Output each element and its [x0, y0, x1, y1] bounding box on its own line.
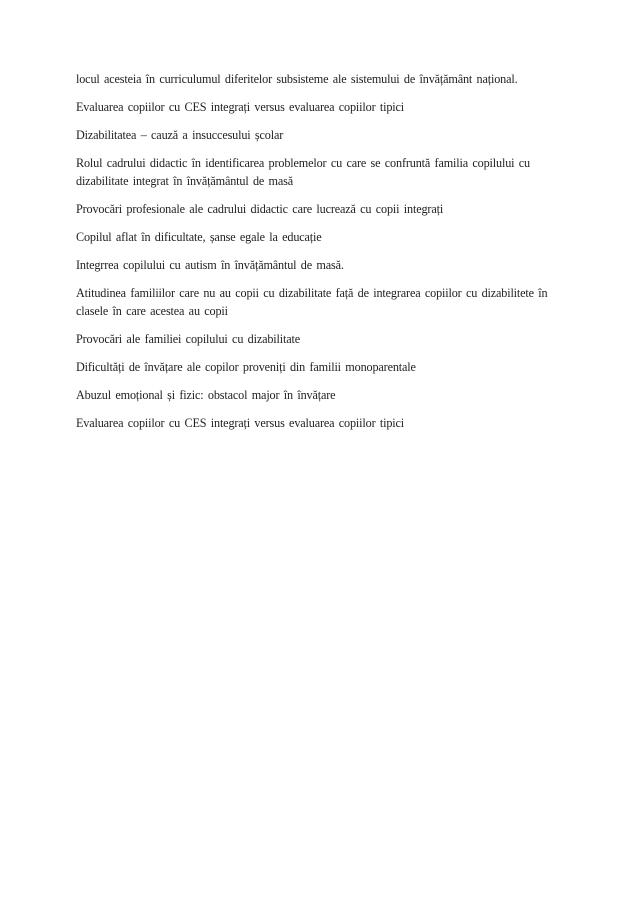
paragraph-9: Provocări ale familiei copilului cu dizabilitate [76, 332, 300, 346]
paragraph-12: Evaluarea copiilor cu CES integrați versus evaluarea copiilor tipici [76, 416, 405, 430]
paragraph-11: Abuzul emoțional și fizic: obstacol major în învățare [76, 388, 336, 402]
document-body [76, 70, 564, 442]
paragraph-3: Dizabilitatea – cauză a insuccesului școlar [76, 128, 284, 142]
paragraph-6: Copilul aflat în dificultate, șanse egale la educație [76, 230, 322, 244]
paragraph-5: Provocări profesionale ale cadrului didactic care lucrează cu copii integrați [76, 202, 444, 216]
paragraph-2: Evaluarea copiilor cu CES integrați versus evaluarea copiilor tipici [76, 100, 405, 114]
paragraph-8: Atitudinea familiilor care nu au copii cu dizabilitate față de integrarea copiilor cu dizabilitete în clasele în care acestea au copii [76, 286, 548, 318]
paragraph-4: Rolul cadrului didactic în identificarea problemelor cu care se confruntă familia copilului cu dizabilitate integrat în învățământul de masă [76, 156, 530, 188]
paragraph-1: locul acesteia în curriculumul diferitelor subsisteme ale sistemului de învățământ național. [76, 72, 518, 86]
paragraph-7: Integrrea copilului cu autism în învățământul de masă. [76, 258, 344, 272]
paragraph-10: Dificultăți de învățare ale copilor proveniți din familii monoparentale [76, 360, 416, 374]
